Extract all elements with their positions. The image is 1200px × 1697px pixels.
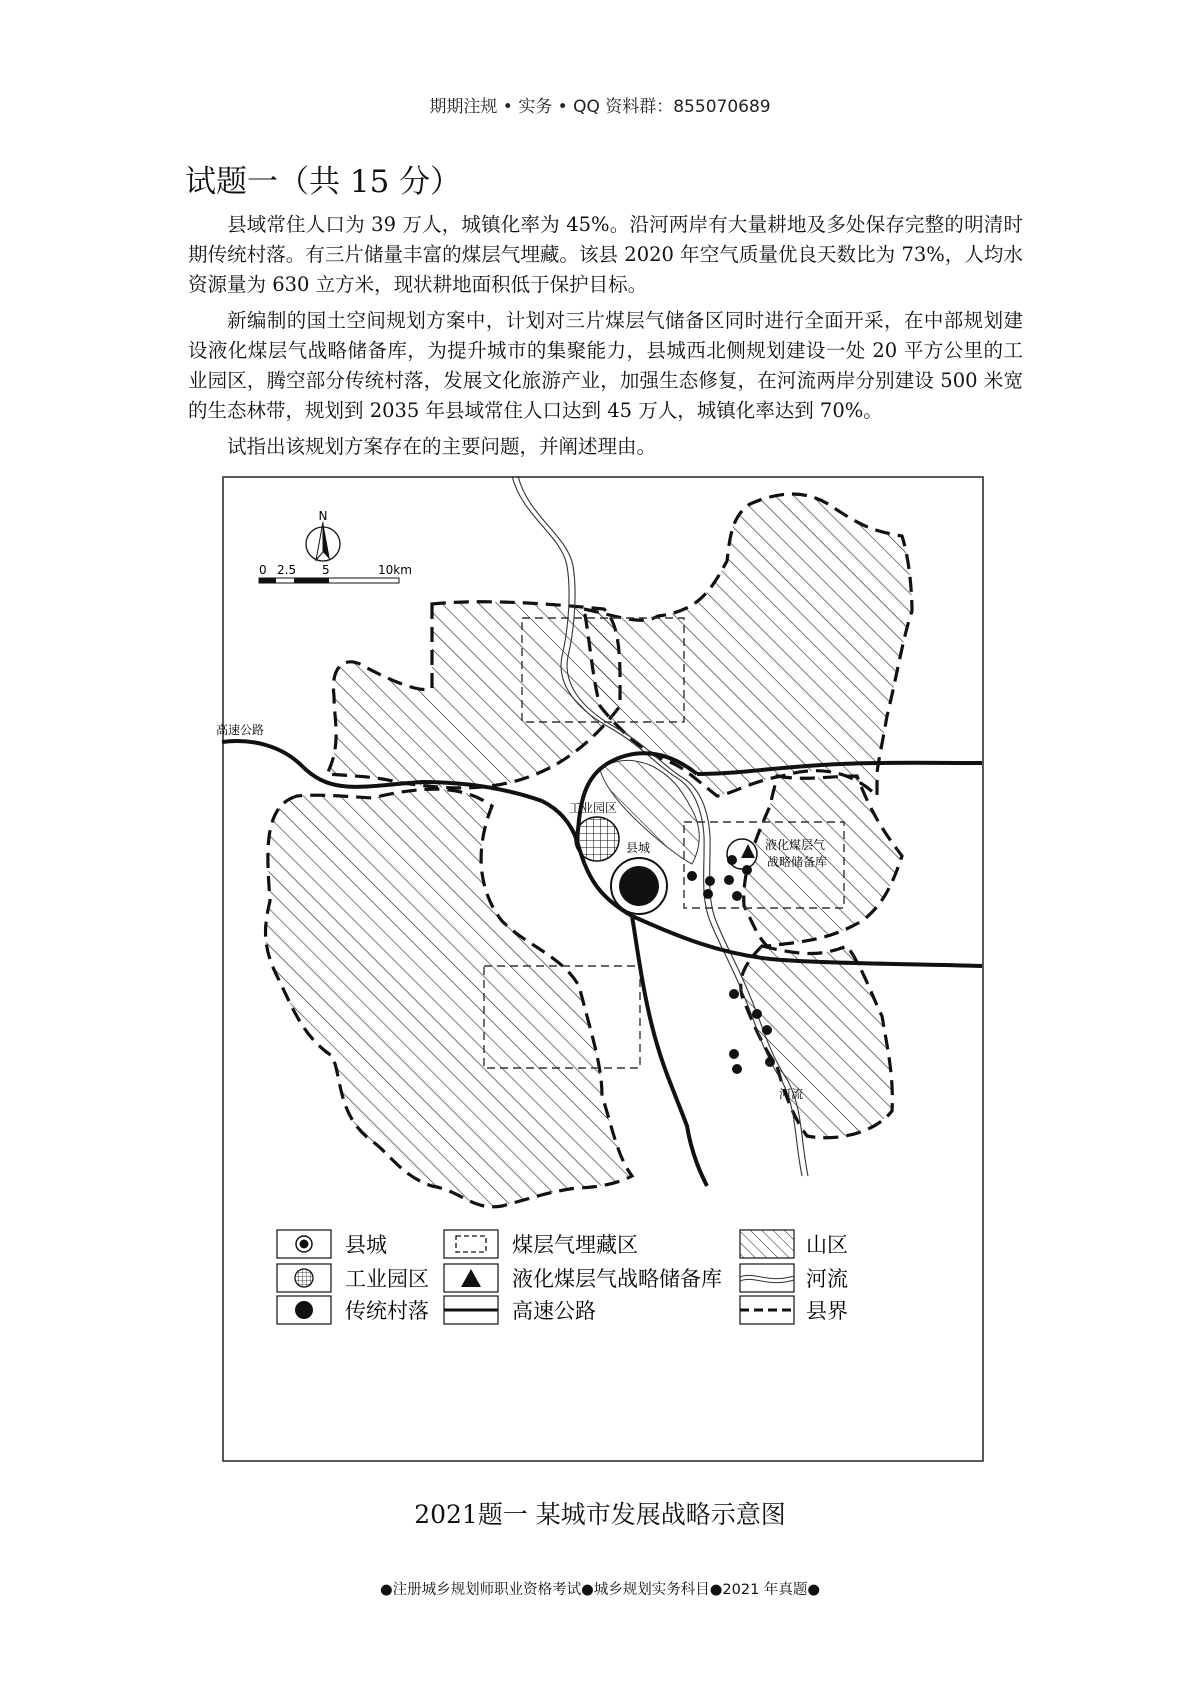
label-reserve-2: 战略储备库 — [767, 855, 828, 869]
scale-tick-0: 0 — [259, 563, 267, 577]
village-dot — [732, 891, 742, 901]
legend-traditional-village: 传统村落 — [345, 1299, 429, 1323]
strategy-map — [216, 476, 984, 1462]
village-dot — [687, 871, 697, 881]
legend-coal-bed-gas-zone: 煤层气埋藏区 — [512, 1233, 638, 1257]
page-footer: ●注册城乡规划师职业资格考试●城乡规划实务科目●2021 年真题● — [379, 1582, 821, 1598]
label-reserve-1: 液化煤层气 — [765, 838, 826, 852]
village-dot — [742, 865, 752, 875]
village-dot — [765, 1057, 775, 1067]
legend — [277, 1230, 848, 1324]
legend-county-boundary: 县界 — [806, 1299, 848, 1323]
paragraph-plan: 新编制的国土空间规划方案中，计划对三片煤层气储备区同时进行全面开采，在中部规划建设液化煤层气战略储备库，为提升城市的集聚能力，县城西北侧规划建设一处 20 平方公里的工业园区，腾空部分传统村落，发展文化旅游产业，加强生态修复，在河流两岸分别建设 500 米宽的生态林带，规划到 2035 年县域常住人口达到 45 万人，城镇化率达到 70%。 — [188, 309, 1023, 422]
label-industrial-park: 工业园区 — [569, 801, 618, 815]
label-river: 河流 — [779, 1087, 804, 1101]
label-county-town: 县城 — [626, 841, 651, 855]
industrial-park-symbol — [575, 817, 619, 861]
paragraph-question: 试指出该规划方案存在的主要问题，并阐述理由。 — [227, 435, 657, 458]
figure-caption: 2021题一 某城市发展战略示意图 — [414, 1500, 786, 1529]
village-dot — [703, 889, 713, 899]
legend-river: 河流 — [806, 1267, 848, 1291]
label-highway: 高速公路 — [216, 723, 265, 737]
question-title: 试题一（共 15 分） — [185, 164, 462, 200]
page-header: 期期注规 • 实务 • QQ 资料群：855070689 — [429, 97, 771, 117]
north-letter: N — [318, 509, 328, 523]
legend-mountain-area: 山区 — [806, 1233, 848, 1257]
village-dot — [724, 875, 734, 885]
legend-lng-reserve: 液化煤层气战略储备库 — [512, 1267, 722, 1291]
scale-tick-5: 5 — [322, 563, 330, 577]
village-dot — [762, 1025, 772, 1035]
paragraph-background: 县域常住人口为 39 万人，城镇化率为 45%。沿河两岸有大量耕地及多处保存完整的明清时期传统村落。有三片储量丰富的煤层气埋藏。该县 2020 年空气质量优良天数比为 73%，人均水资源量为 630 立方米，现状耕地面积低于保护目标。 — [188, 213, 1023, 296]
scale-tick-2-5: 2.5 — [277, 563, 297, 577]
county-town-core — [619, 866, 659, 906]
legend-highway: 高速公路 — [512, 1299, 596, 1323]
scale-tick-10: 10km — [378, 563, 412, 577]
village-dot — [705, 876, 715, 886]
village-dot — [727, 855, 737, 865]
village-dot — [732, 1064, 742, 1074]
village-dot — [729, 989, 739, 999]
village-dot — [752, 1009, 762, 1019]
village-dot — [729, 1049, 739, 1059]
legend-industrial-park: 工业园区 — [345, 1267, 429, 1291]
legend-county-town: 县城 — [345, 1233, 387, 1257]
